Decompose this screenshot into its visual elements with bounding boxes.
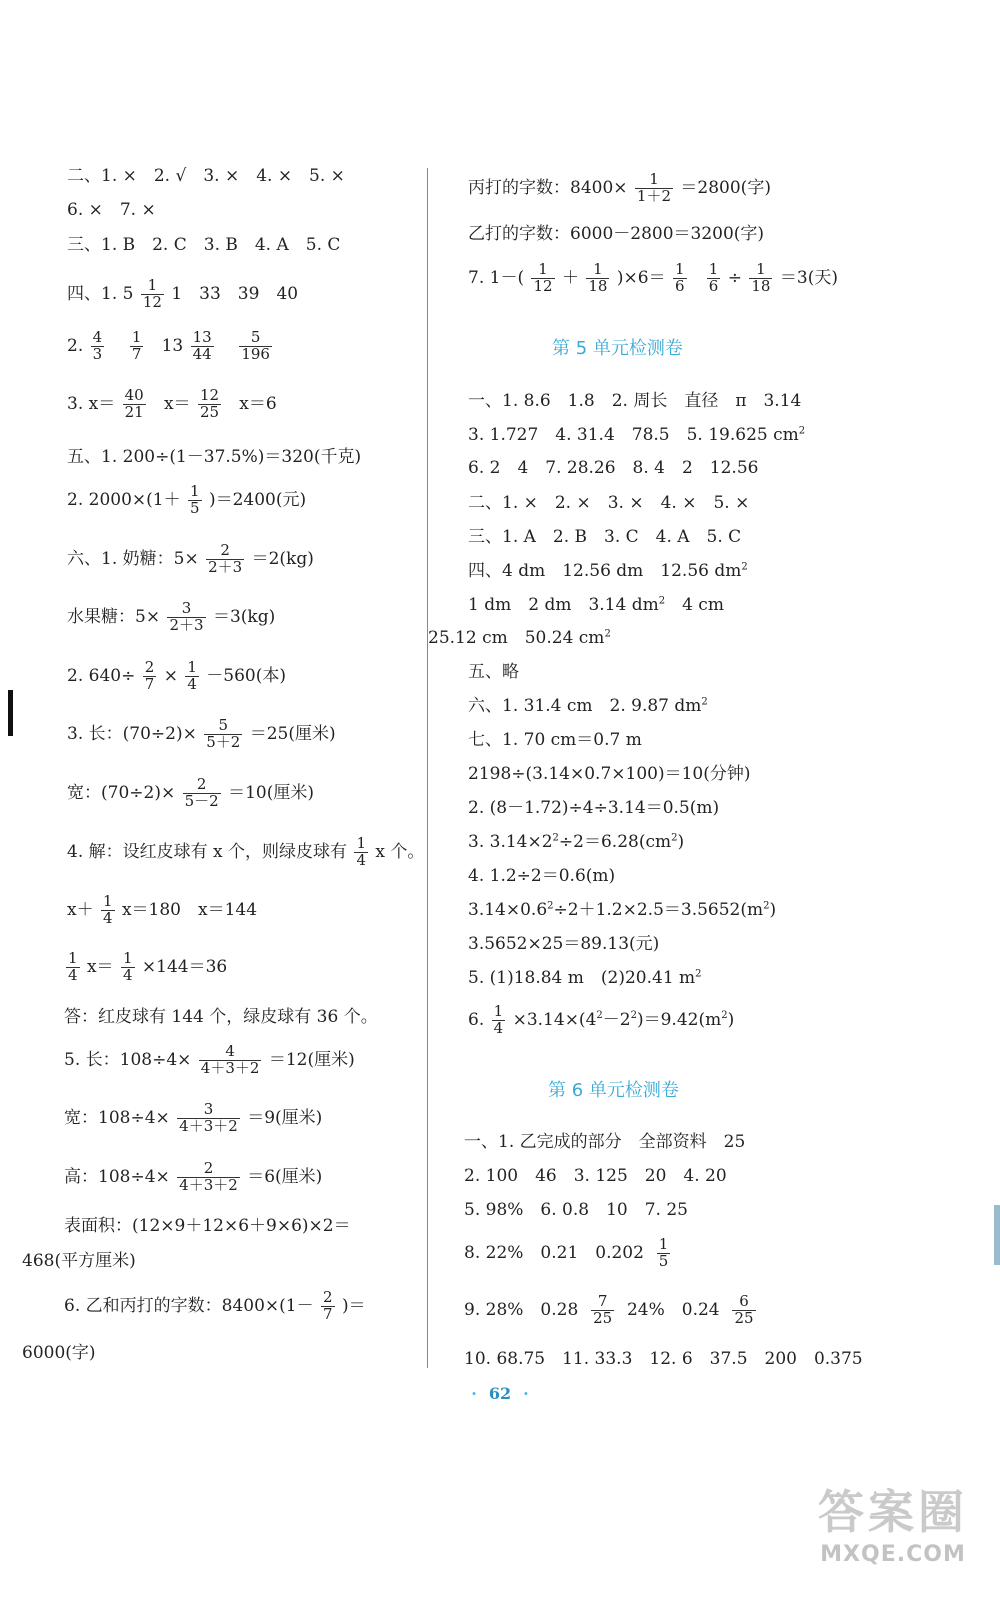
page-number	[0, 1384, 1000, 1403]
dot-right: ·	[523, 1384, 529, 1403]
text: x＝6	[239, 393, 277, 414]
fraction: $\frac{1}{4}$	[68, 949, 78, 984]
text: 六、1. 31.4 cm 2. 9.87 dm	[468, 696, 702, 716]
text: ÷2＋1.2×2.5＝3.5652(m	[553, 900, 764, 920]
fraction: $\frac{6}{25}$	[734, 1292, 754, 1327]
fraction: $\frac{2}{5-2}$	[184, 775, 219, 810]
right-line-12: 五、略	[468, 662, 519, 682]
text: ÷	[727, 267, 742, 288]
fraction: $\frac{3}{4+3+2}$	[179, 1100, 238, 1135]
text: 9. 28% 0.28	[464, 1299, 579, 1320]
text: ÷2＝6.28(cm	[558, 832, 672, 852]
right-line-7: 二、1. × 2. × 3. × 4. × 5. ×	[468, 493, 750, 513]
text: 高：108÷4×	[64, 1166, 170, 1187]
text: 2. 2000×(1＋	[67, 489, 181, 510]
column-divider	[427, 168, 428, 1368]
left-line-1: 二、1. × 2. √ 3. × 4. × 5. ×	[67, 166, 345, 186]
right-line-23: 一、1. 乙完成的部分 全部资料 25	[464, 1132, 746, 1152]
text: ×	[163, 665, 178, 686]
text: ＝6(厘米)	[247, 1166, 323, 1187]
text: ＝25(厘米)	[249, 723, 336, 744]
text: 6. 乙和丙打的字数：8400×(1－	[64, 1295, 314, 1316]
superscript: 2	[695, 968, 702, 980]
text: 4. 解：设红皮球有 x 个，则绿皮球有	[67, 841, 348, 862]
left-line-6	[67, 388, 277, 421]
text: )	[677, 832, 685, 852]
text: ×3.14×(4	[512, 1009, 597, 1030]
left-line-8	[67, 484, 306, 517]
text: 24% 0.24	[626, 1299, 720, 1320]
text: ＝2(kg)	[251, 548, 314, 569]
text: x＋	[67, 899, 94, 920]
superscript: 2	[671, 832, 678, 844]
left-line-15	[67, 894, 257, 927]
text: )	[769, 900, 777, 920]
right-line-25: 5. 98% 6. 0.8 10 7. 25	[464, 1200, 688, 1220]
text: x 个。	[375, 841, 425, 862]
dot-left: ·	[471, 1384, 477, 1403]
right-line-13	[468, 696, 708, 716]
fraction: $\frac{1}{4}$	[187, 658, 197, 693]
right-line-1	[468, 172, 771, 205]
fraction: $\frac{1}{4}$	[122, 949, 133, 984]
text: 2. 640÷	[67, 665, 136, 686]
superscript: 2	[721, 1010, 728, 1022]
text: 5. 长：108÷4×	[64, 1049, 192, 1070]
text: )＝	[341, 1295, 366, 1316]
left-line-14	[67, 836, 424, 869]
text: )×6＝	[616, 267, 666, 288]
fraction: $\frac{1}{7}$	[131, 328, 142, 363]
superscript: 2	[547, 900, 554, 912]
text: 3. 1.727 4. 31.4 78.5 5. 19.625 cm	[468, 425, 799, 445]
fraction: $\frac{1}{18}$	[751, 260, 771, 295]
watermark-logo	[808, 1476, 978, 1586]
text: 6.	[468, 1009, 485, 1030]
text: 四、4 dm 12.56 dm 12.56 dm	[468, 561, 742, 581]
right-line-11	[428, 628, 611, 648]
fraction: $\frac{1}{4}$	[493, 1002, 504, 1037]
left-line-9	[67, 543, 314, 576]
fraction: $\frac{1}{1+2}$	[636, 170, 672, 205]
left-line-7: 五、1. 200÷(1－37.5%)＝320(千克)	[67, 447, 362, 467]
right-line-16: 2. (8－1.72)÷4÷3.14＝0.5(m)	[468, 798, 720, 818]
fraction: $\frac{1}{12}$	[142, 276, 162, 311]
text: ＝10(厘米)	[228, 782, 315, 803]
left-line-21: 表面积：(12×9＋12×6＋9×6)×2＝	[64, 1216, 351, 1236]
left-line-24: 6000(字)	[22, 1343, 96, 1363]
text: ＋	[561, 267, 579, 288]
text: ×144＝36	[141, 956, 228, 977]
superscript: 2	[763, 900, 770, 912]
right-line-3	[468, 262, 838, 295]
text: 25.12 cm 50.24 cm	[428, 628, 605, 648]
right-line-27	[464, 1294, 758, 1327]
text: 1 dm 2 dm 3.14 dm	[468, 595, 659, 615]
text: 8. 22% 0.21 0.202	[464, 1242, 644, 1263]
left-line-18	[64, 1044, 355, 1077]
right-line-9	[468, 561, 748, 581]
right-line-5	[468, 425, 805, 445]
right-line-14: 七、1. 70 cm＝0.7 m	[468, 730, 642, 750]
fraction: $\frac{2}{4+3+2}$	[179, 1159, 238, 1194]
fraction: $\frac{7}{25}$	[593, 1292, 613, 1327]
superscript: 2	[658, 595, 666, 607]
fraction: $\frac{1}{5}$	[190, 482, 200, 517]
fraction: $\frac{2}{7}$	[144, 658, 155, 693]
text: x＝	[163, 393, 191, 414]
text: 六、1. 奶糖：5×	[67, 548, 199, 569]
fraction: $\frac{5}{196}$	[241, 328, 270, 363]
text: 3. 3.14×2	[468, 832, 553, 852]
text: －2	[602, 1009, 631, 1030]
right-line-18: 4. 1.2÷2＝0.6(m)	[468, 866, 616, 886]
right-line-2: 乙打的字数：6000－2800＝3200(字)	[468, 224, 765, 244]
text: )	[727, 1009, 735, 1030]
text: 丙打的字数：8400×	[468, 177, 628, 198]
fraction: $\frac{1}{6}$	[708, 260, 719, 295]
fraction: $\frac{1}{4}$	[103, 892, 113, 927]
left-line-16	[64, 951, 227, 984]
text: ＝2800(字)	[680, 177, 771, 198]
fraction: $\frac{12}{25}$	[199, 386, 220, 421]
left-line-2: 6. × 7. ×	[67, 200, 156, 220]
fraction: $\frac{2}{2+3}$	[208, 541, 243, 576]
text: x＝180 x＝144	[121, 899, 258, 920]
fraction: $\frac{40}{21}$	[124, 386, 144, 421]
fraction: $\frac{1}{5}$	[658, 1235, 669, 1270]
left-line-5	[67, 330, 274, 363]
superscript: 2	[630, 1010, 637, 1022]
text: 宽：108÷4×	[64, 1107, 170, 1128]
text: 四、1. 5	[67, 283, 134, 304]
text: ＝9(厘米)	[247, 1107, 323, 1128]
text: ＝3(天)	[779, 267, 838, 288]
fraction: $\frac{1}{4}$	[356, 834, 366, 869]
text: 13	[161, 335, 184, 356]
superscript: 2	[798, 425, 806, 437]
fraction: $\frac{1}{12}$	[533, 260, 553, 295]
watermark-bottom: MXQE.COM	[820, 1542, 966, 1567]
text: －560(本)	[206, 665, 287, 686]
text: 3.14×0.6	[468, 900, 548, 920]
right-line-8: 三、1. A 2. B 3. C 4. A 5. C	[468, 527, 742, 547]
text: x＝	[86, 956, 114, 977]
right-line-19	[468, 900, 776, 920]
watermark-top: 答案圈	[818, 1485, 968, 1539]
right-line-15: 2198÷(3.14×0.7×100)＝10(分钟)	[468, 764, 751, 784]
left-line-22: 468(平方厘米)	[22, 1251, 136, 1271]
text: 3. 长：(70÷2)×	[67, 723, 197, 744]
text: 3. x＝	[67, 393, 116, 414]
text: 水果糖：5×	[67, 606, 161, 627]
text: ＝3(kg)	[212, 606, 276, 627]
unit-6-heading: 第 6 单元检测卷	[548, 1080, 679, 1101]
text: )＝2400(元)	[208, 489, 307, 510]
right-line-10	[468, 595, 724, 615]
right-line-4: 一、1. 8.6 1.8 2. 周长 直径 π 3.14	[468, 391, 802, 411]
fraction: $\frac{2}{7}$	[323, 1288, 333, 1323]
left-line-23	[64, 1290, 366, 1323]
right-line-20: 3.5652×25＝89.13(元)	[468, 934, 660, 954]
text: 1 33 39 40	[171, 283, 299, 304]
fraction: $\frac{3}{2+3}$	[169, 599, 204, 634]
fraction: $\frac{4}{3}$	[92, 328, 103, 363]
right-line-26	[464, 1237, 672, 1270]
text: )＝9.42(m	[636, 1009, 722, 1030]
superscript: 2	[741, 561, 748, 573]
text: 宽：(70÷2)×	[67, 782, 176, 803]
scan-mark-left	[8, 690, 13, 736]
left-line-20	[64, 1161, 322, 1194]
superscript: 2	[701, 696, 708, 708]
left-line-11	[67, 660, 286, 693]
text: 7. 1－(	[468, 267, 525, 288]
right-line-22	[468, 1004, 734, 1037]
left-line-4	[67, 278, 298, 311]
unit-5-heading: 第 5 单元检测卷	[552, 338, 683, 359]
left-line-10	[67, 601, 275, 634]
text: 4 cm	[665, 595, 724, 615]
fraction: $\frac{1}{18}$	[588, 260, 608, 295]
superscript: 2	[552, 832, 559, 844]
scan-mark-right	[994, 1205, 1000, 1265]
text: 2.	[67, 335, 84, 356]
left-line-19	[64, 1102, 322, 1135]
fraction: $\frac{1}{6}$	[675, 260, 685, 295]
text: 5. (1)18.84 m (2)20.41 m	[468, 968, 696, 988]
right-line-21	[468, 968, 702, 988]
left-line-17: 答：红皮球有 144 个，绿皮球有 36 个。	[64, 1007, 378, 1027]
left-line-12	[67, 718, 336, 751]
fraction: $\frac{5}{5+2}$	[206, 716, 241, 751]
right-line-24: 2. 100 46 3. 125 20 4. 20	[464, 1166, 727, 1186]
page-number-text: 62	[488, 1384, 512, 1403]
fraction: $\frac{4}{4+3+2}$	[200, 1042, 260, 1077]
superscript: 2	[596, 1010, 603, 1022]
left-line-13	[67, 777, 314, 810]
right-line-28: 10. 68.75 11. 33.3 12. 6 37.5 200 0.375	[464, 1349, 863, 1369]
fraction: $\frac{13}{44}$	[192, 328, 212, 363]
left-line-3: 三、1. B 2. C 3. B 4. A 5. C	[67, 235, 341, 255]
text: ＝12(厘米)	[268, 1049, 355, 1070]
superscript: 2	[604, 628, 611, 640]
right-line-17	[468, 832, 684, 852]
right-line-6: 6. 2 4 7. 28.26 8. 4 2 12.56	[468, 458, 759, 478]
